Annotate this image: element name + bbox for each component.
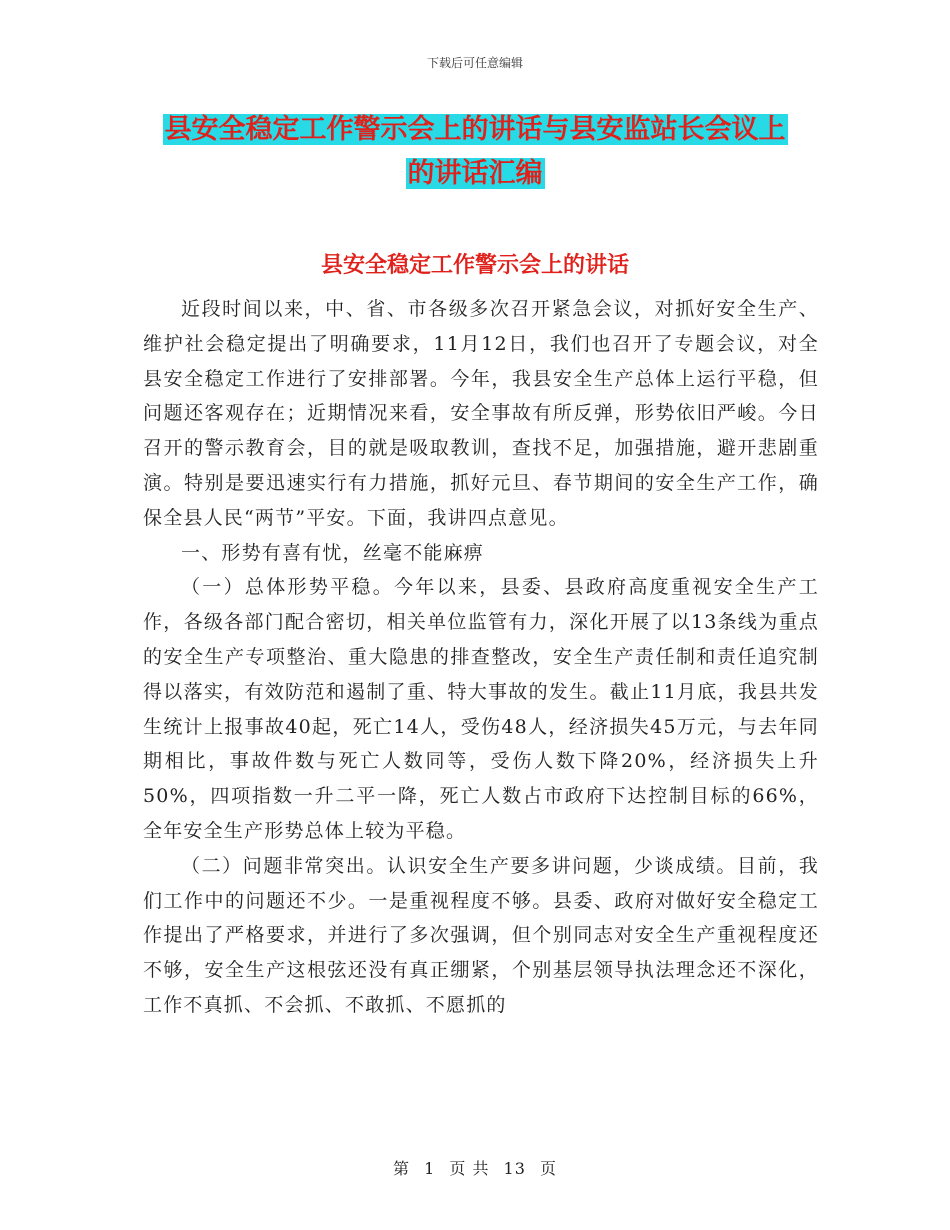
section-title: 县安全稳定工作警示会上的讲话 xyxy=(320,252,629,278)
body-text xyxy=(143,292,819,1023)
paragraph: （二）问题非常突出。认识安全生产要多讲问题，少谈成绩。目前，我们工作中的问题还不少。一是重视程度不够。县委、政府对做好安全稳定工作提出了严格要求，并进行了多次强调，但个别同志对安全生产重视程度还不够，安全生产这根弦还没有真正绷紧，个别基层领导执法理念还不深化，工作不真抓、不会抓、不敢抓、不愿抓的 xyxy=(143,854,819,1016)
footer-prefix: 第 xyxy=(392,1159,410,1178)
footer-middle: 页 共 xyxy=(449,1159,490,1178)
page-total: 13 xyxy=(503,1159,526,1178)
title-line-1: 县安全稳定工作警示会上的讲话与县安监站长会议上 xyxy=(164,114,786,145)
paragraph: （一）总体形势平稳。今年以来，县委、县政府高度重视安全生产工作，各级各部门配合密切，相关单位监管有力，深化开展了以13条线为重点的安全生产专项整治、重大隐患的排查整改，安全生产责任制和责任追究制得以落实，有效防范和遏制了重、特大事故的发生。截止11月底，我县共发生统计上报事故40起，死亡14人，受伤48人，经济损失45万元，与去年同期相比，事故件数与死亡人数同等，受伤人数下降20%，经济损失上升50%，四项指数一升二平一降，死亡人数占市政府下达控制目标的66%，全年安全生产形势总体上较为平稳。 xyxy=(143,576,819,842)
paragraph-heading: 一、形势有喜有忧，丝毫不能麻痹 xyxy=(181,541,485,564)
paragraph: 近段时间以来，中、省、市各级多次召开紧急会议，对抓好安全生产、维护社会稳定提出了明确要求，11月12日，我们也召开了专题会议，对全县安全稳定工作进行了安排部署。今年，我县安全生产总体上运行平稳，但问题还客观存在；近期情况来看，安全事故有所反弹，形势依旧严峻。今日召开的警示教育会，目的就是吸取教训，查找不足，加强措施，避开悲剧重演。特别是要迅速实行有力措施，抓好元旦、春节期间的安全生产工作，确保全县人民“两节”平安。下面，我讲四点意见。 xyxy=(143,298,819,529)
page-number: 1 xyxy=(424,1159,436,1178)
header-note: 下载后可任意编辑 xyxy=(426,56,523,70)
page-footer xyxy=(0,1156,950,1179)
footer-suffix: 页 xyxy=(540,1159,558,1178)
title-line-2: 的讲话汇编 xyxy=(407,158,543,189)
document-title xyxy=(0,108,950,196)
